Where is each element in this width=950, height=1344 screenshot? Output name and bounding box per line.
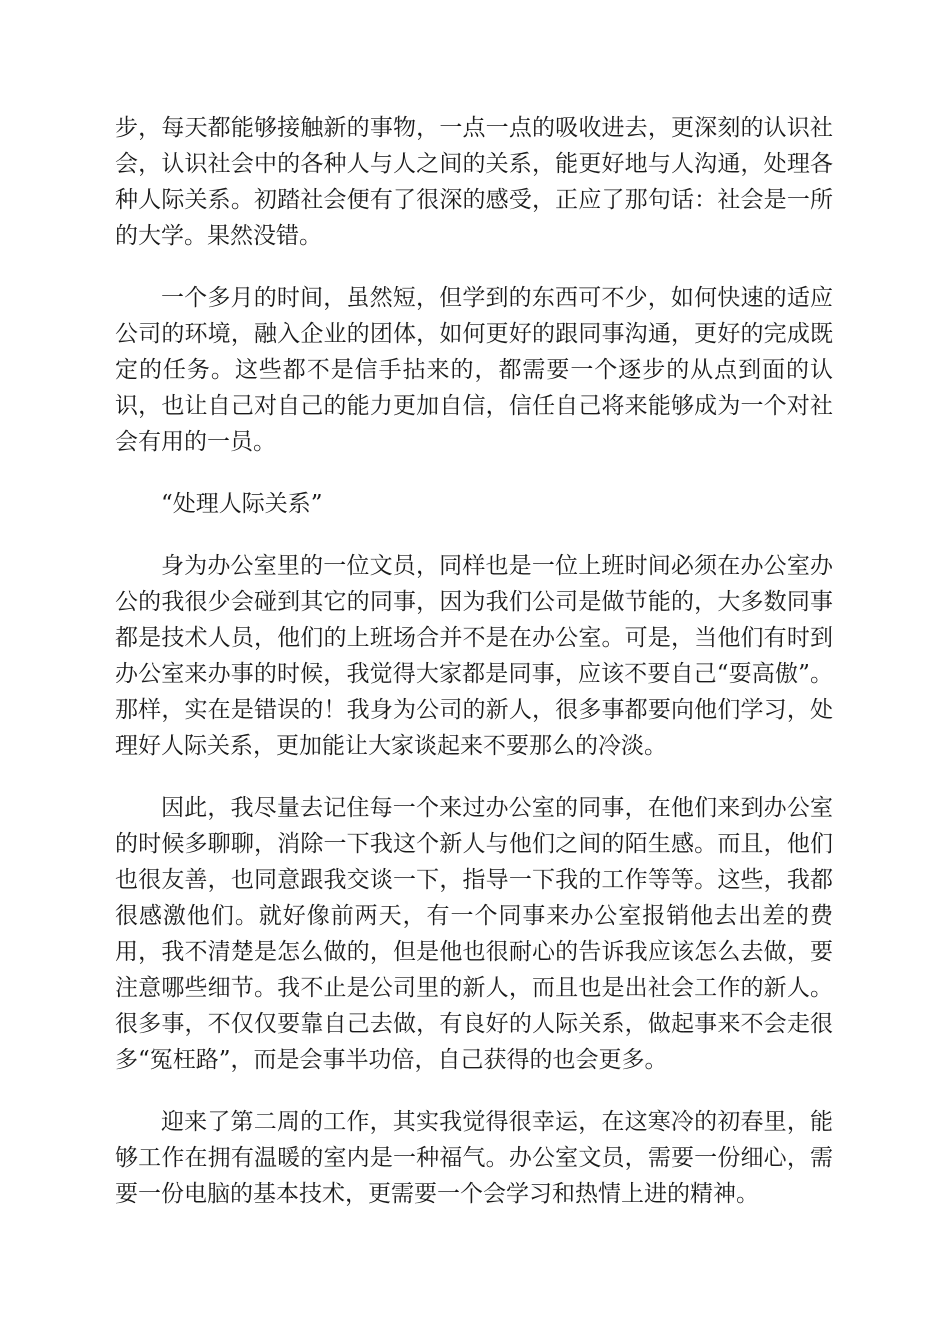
paragraph-office-clerk: 身为办公室里的一位文员，同样也是一位上班时间必须在办公室办公的我很少会碰到其它的同事，因为我们公司是做节能的，大多数同事都是技术人员，他们的上班场合并不是在办公室。可是，当他们有时到办公室来办事的时候，我觉得大家都是同事，应该不要自己“耍高傲”。那样，实在是错误的！我身为公司的新人，很多事都要向他们学习，处理好人际关系，更加能让大家谈起来不要那么的冷淡。 [115, 553, 833, 759]
paragraph-colleagues: 因此，我尽量去记住每一个来过办公室的同事，在他们来到办公室的时候多聊聊，消除一下我这个新人与他们之间的陌生感。而且，他们也很友善，也同意跟我交谈一下，指导一下我的工作等等。这些，我都很感激他们。就好像前两天，有一个同事来办公室报销他去出差的费用，我不清楚是怎么做的，但是他也很耐心的告诉我应该怎么去做，要注意哪些细节。我不止是公司里的新人，而且也是出社会工作的新人。很多事，不仅仅要靠自己去做，有良好的人际关系，做起事来不会走很多“冤枉路”，而是会事半功倍，自己获得的也会更多。 [115, 795, 833, 1073]
document-body [115, 110, 833, 1238]
section-heading-relationships: “处理人际关系” [161, 491, 323, 517]
paragraph-second-week: 迎来了第二周的工作，其实我觉得很幸运，在这寒冷的初春里，能够工作在拥有温暖的室内是一种福气。办公室文员，需要一份细心，需要一份电脑的基本技术，更需要一个会学习和热情上进的精神。 [115, 1109, 833, 1207]
paragraph-continuation: 步，每天都能够接触新的事物，一点一点的吸收进去，更深刻的认识社会，认识社会中的各种人与人之间的关系，能更好地与人沟通，处理各种人际关系。初踏社会便有了很深的感受，正应了那句话：社会是一所的大学。果然没错。 [115, 115, 833, 249]
paragraph-learning: 一个多月的时间，虽然短，但学到的东西可不少，如何快速的适应公司的环境，融入企业的团体，如何更好的跟同事沟通，更好的完成既定的任务。这些都不是信手拈来的，都需要一个逐步的从点到面的认识，也让自己对自己的能力更加自信，信任自己将来能够成为一个对社会有用的一员。 [115, 285, 833, 455]
